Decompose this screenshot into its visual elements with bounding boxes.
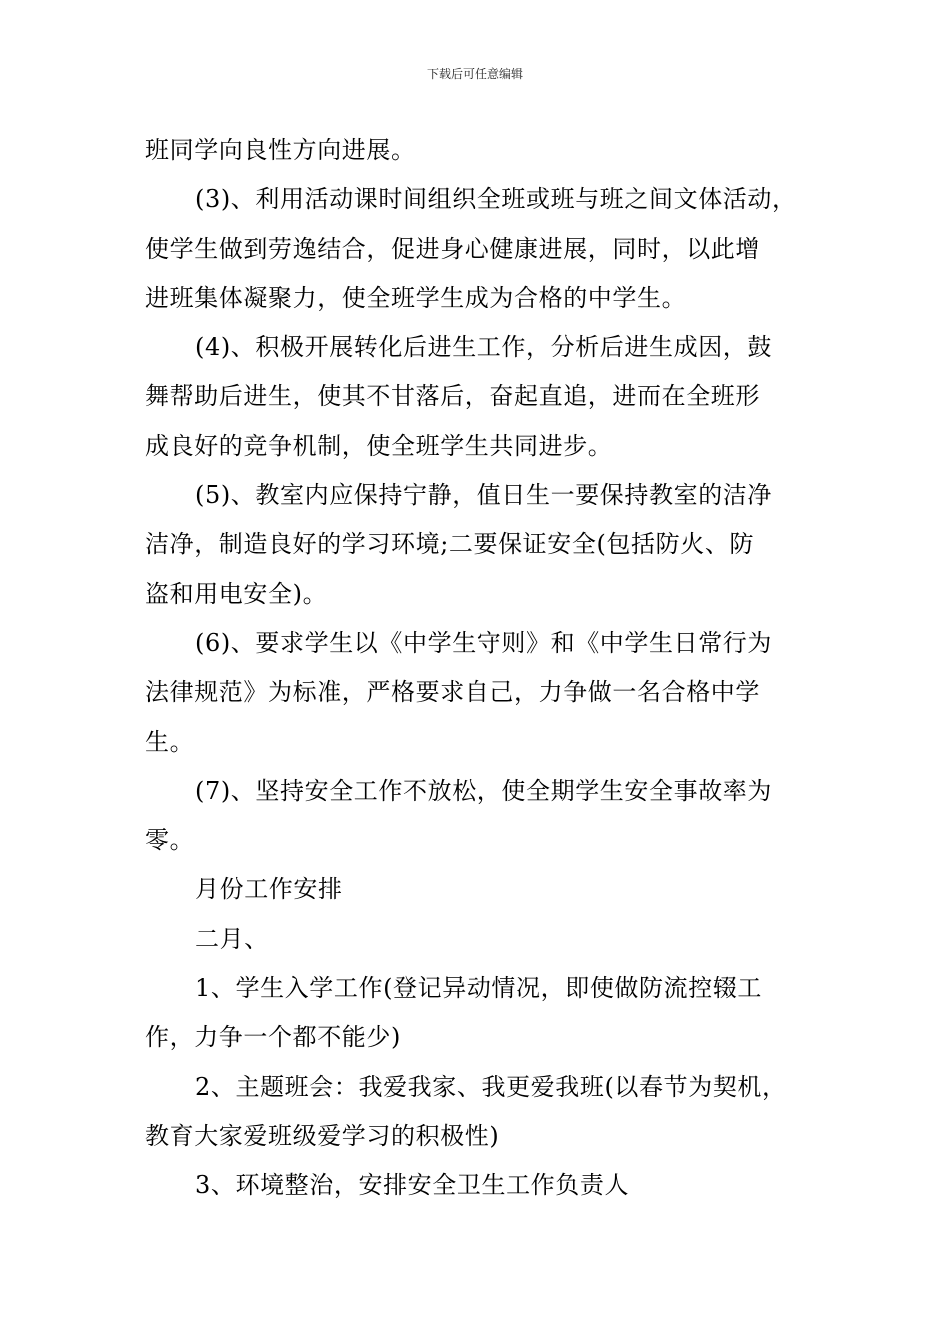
text-line: 二月、 — [195, 924, 269, 953]
month-heading-february — [145, 915, 835, 964]
plan-item-1 — [145, 964, 835, 1063]
text-line: 盗和用电安全)。 — [145, 579, 328, 608]
text-line: 1、学生入学工作(登记异动情况，即使做防流控辍工 — [195, 974, 763, 1003]
text-line: 法律规范》为标准，严格要求自己，力争做一名合格中学 — [145, 678, 760, 707]
text-line: 3、环境整治，安排安全卫生工作负责人 — [195, 1171, 630, 1200]
text-line: 零。 — [145, 826, 195, 855]
plan-item-2 — [145, 1063, 835, 1162]
paragraph-continuation — [145, 126, 835, 175]
text-line: 班同学向良性方向进展。 — [145, 136, 416, 164]
text-line: (4)、积极开展转化后进生工作，分析后进生成因，鼓 — [195, 333, 772, 362]
plan-item-3 — [145, 1161, 835, 1210]
text-line: 洁净，制造良好的学习环境;二要保证安全(包括防火、防 — [145, 530, 755, 559]
text-line: (5)、教室内应保持宁静，值日生一要保持教室的洁净 — [195, 481, 772, 510]
section-heading-monthly-plan — [145, 865, 835, 914]
page-header-note: 下载后可任意编辑 — [426, 67, 523, 81]
text-line: 作，力争一个都不能少) — [145, 1023, 401, 1052]
paragraph-item-6 — [145, 619, 835, 767]
text-line: (3)、利用活动课时间组织全班或班与班之间文体活动， — [195, 185, 797, 214]
paragraph-item-4 — [145, 323, 835, 471]
text-line: 舞帮助后进生，使其不甘落后，奋起直追，进而在全班形 — [145, 382, 760, 411]
text-line: (7)、坚持安全工作不放松，使全期学生安全事故率为 — [195, 776, 772, 805]
text-line: 进班集体凝聚力，使全班学生成为合格的中学生。 — [145, 283, 687, 312]
document-body — [145, 126, 835, 1211]
text-line: 成良好的竞争机制，使全班学生共同进步。 — [145, 431, 613, 460]
paragraph-item-3 — [145, 175, 835, 323]
text-line: (6)、要求学生以《中学生守则》和《中学生日常行为 — [195, 628, 772, 657]
text-line: 月份工作安排 — [195, 875, 343, 904]
text-line: 2、主题班会：我爱我家、我更爱我班(以春节为契机， — [195, 1072, 787, 1101]
paragraph-item-5 — [145, 471, 835, 619]
text-line: 使学生做到劳逸结合，促进身心健康进展，同时，以此增 — [145, 234, 760, 263]
paragraph-item-7 — [145, 767, 835, 866]
text-line: 教育大家爱班级爱学习的积极性) — [145, 1121, 500, 1150]
text-line: 生。 — [145, 727, 195, 756]
